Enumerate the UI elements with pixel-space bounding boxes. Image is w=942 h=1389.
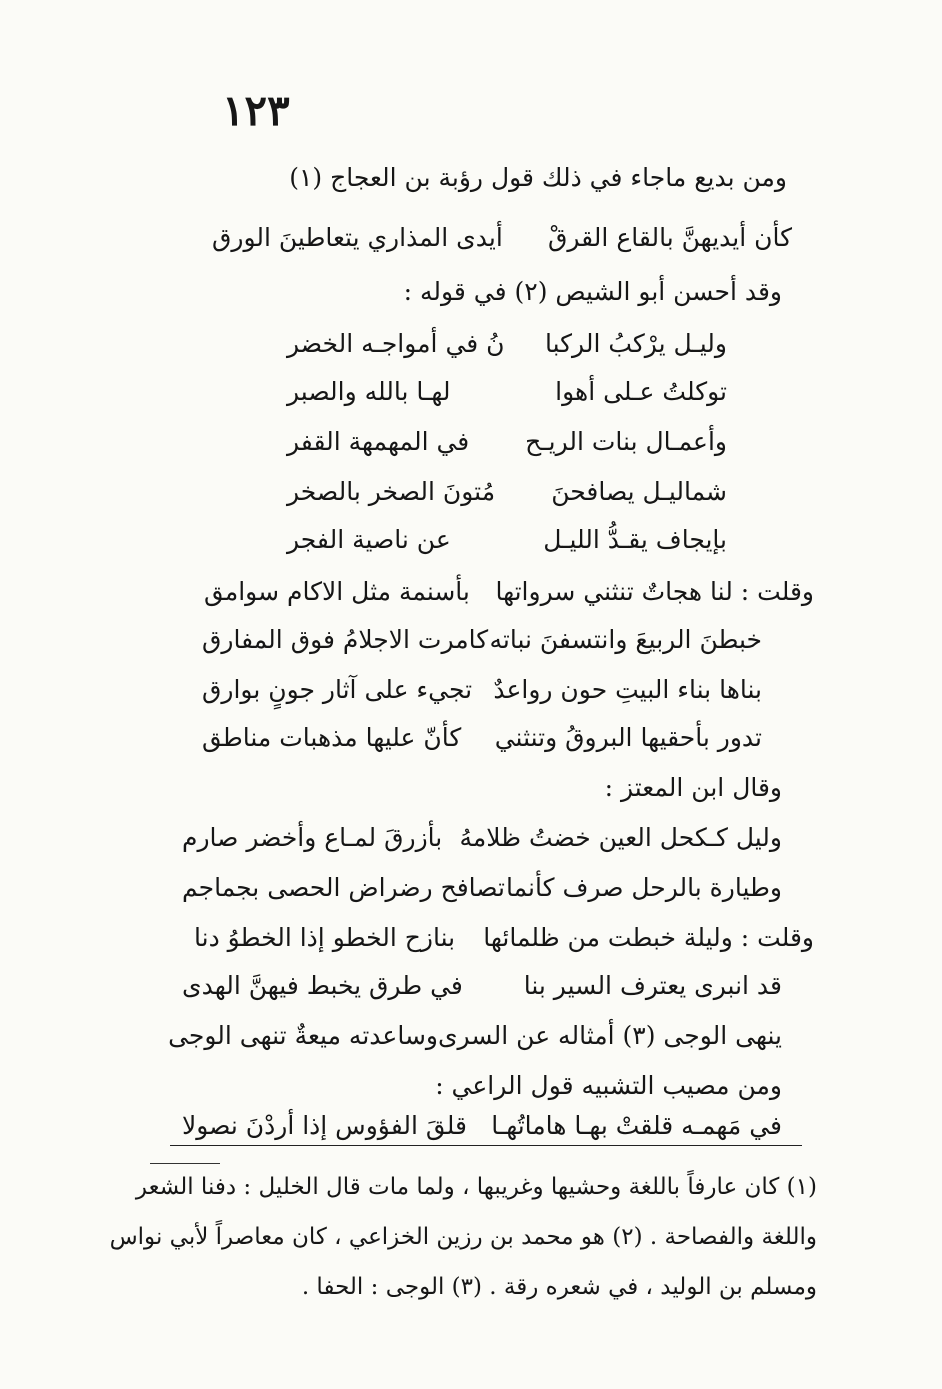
intro-ibn-mutazz: وقال ابن المعتز : — [604, 773, 782, 802]
verse-line — [287, 474, 727, 510]
hemistich-left: مُتونَ الصخر بالصخر — [287, 477, 496, 506]
hemistich-right: بإيجاف يقـدُّ الليـل — [543, 525, 727, 554]
verse-line — [202, 622, 762, 658]
verse-line — [182, 968, 782, 1004]
hemistich-left: في طرق يخبط فيهنَّ الهدى — [182, 971, 463, 1000]
hemistich-left: بنازح الخطو إذا الخطوُ دنا — [194, 923, 456, 952]
verse-line — [182, 820, 782, 856]
hemistich-right: خبطنَ الربيعَ وانتسفنَ نباته — [489, 625, 762, 654]
hemistich-left: في المهمهة القفر — [287, 427, 470, 456]
hemistich-left: نُ في أمواجـه الخضر — [287, 329, 505, 358]
verse-line — [202, 672, 762, 708]
hemistich-right: بناها بناء البيتِ حون رواعدٌ — [493, 675, 762, 704]
hemistich-right: في مَهمـه قلقتْ بهـا هاماتُهـا — [491, 1111, 782, 1140]
verse-line — [287, 522, 727, 558]
verse-line — [204, 574, 814, 610]
footnote-line: (١) كان عارفاً باللغة وحشيها وغريبها ، ولما مات قال الخليل : دفنا الشعر — [135, 1174, 817, 1200]
verse-rai — [182, 1108, 782, 1144]
verse-line — [287, 424, 727, 460]
page-number: ١٢٣ — [222, 86, 290, 135]
hemistich-right: وقلت : لنا هجاتٌ تنثني سرواتها — [495, 577, 814, 606]
footnote-line: ومسلم بن الوليد ، في شعره رقة . (٣) الوجى : الحفا . — [301, 1274, 817, 1300]
hemistich-left: بأزرقَ لمـاع وأخضر صارم — [182, 823, 443, 852]
footnote-line: واللغة والفصاحة . (٢) هو محمد بن رزين الخزاعي ، كان معاصراً لأبي نواس — [109, 1224, 817, 1250]
hemistich-right: وليل كـكحل العين خضتُ ظلامهُ — [459, 823, 782, 852]
verse-rubah — [212, 220, 792, 256]
verse-line — [194, 920, 814, 956]
hemistich-left: لهـا بالله والصبر — [287, 377, 451, 406]
hemistich-left: كامرت الاجلامُ فوق المفارق — [202, 625, 489, 654]
hemistich-left: قلقَ الفؤوس إذا أردْنَ نصولا — [182, 1111, 467, 1140]
intro-rai: ومن مصيب التشبيه قول الراعي : — [435, 1071, 782, 1100]
footnote-separator — [170, 1145, 802, 1146]
footnote-separator-short — [150, 1163, 220, 1164]
intro-abu-shis: وقد أحسن أبو الشيص (٢) في قوله : — [403, 277, 782, 306]
verse-line — [168, 1018, 782, 1054]
hemistich-right: شماليـل يصافحنَ — [551, 477, 727, 506]
hemistich-right: ينهى الوجى (٣) أمثاله عن السرى — [437, 1021, 782, 1050]
hemistich-left: بأسنمة مثل الاكام سوامق — [204, 577, 470, 606]
hemistich-right: وقلت : وليلة خبطت من ظلمائها — [483, 923, 814, 952]
hemistich-left: أيدى المذاري يتعاطينَ الورق — [212, 223, 503, 252]
hemistich-right: كأن أيديهنَّ بالقاع القرقْ — [547, 223, 792, 252]
hemistich-left: وساعدته ميعةٌ تنهى الوجى — [168, 1021, 438, 1050]
hemistich-right: وليـل يرْكبُ الركبا — [544, 329, 727, 358]
verse-line — [287, 326, 727, 362]
verse-line — [202, 720, 762, 756]
hemistich-right: تدور بأحقيها البروقُ وتنثني — [494, 723, 762, 752]
hemistich-left: تجيء على آثار جونٍ بوارق — [202, 675, 473, 704]
hemistich-left: عن ناصية الفجر — [287, 525, 451, 554]
hemistich-right: توكلتُ عـلى أهوا — [555, 377, 727, 406]
hemistich-right: وطيارة بالرحل صرف كأنما — [505, 873, 782, 902]
hemistich-left: كأنّ عليها مذهبات مناطق — [202, 723, 462, 752]
verse-line — [287, 374, 727, 410]
hemistich-right: وأعمـال بنات الريـح — [525, 427, 727, 456]
hemistich-left: تصافح رضراض الحصى بجماجم — [182, 873, 505, 902]
intro-rubah: ومن بديع ماجاء في ذلك قول رؤبة بن العجاج (١) — [289, 163, 787, 192]
verse-line — [182, 870, 782, 906]
hemistich-right: قد انبرى يعترف السير بنا — [523, 971, 782, 1000]
